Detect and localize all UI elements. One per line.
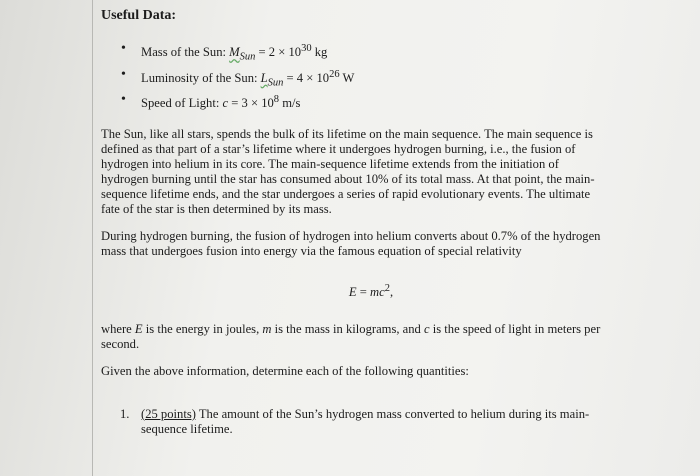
paragraph-instructions: Given the above information, determine each of the following quantities: bbox=[101, 363, 469, 378]
question-number: 1. bbox=[120, 406, 130, 421]
c-symbol: c bbox=[222, 96, 229, 111]
luminosity-symbol: $L_{Sun}$ bbox=[260, 70, 284, 89]
margin-line bbox=[92, 0, 93, 476]
useful-data-heading: Useful Data: bbox=[101, 8, 177, 23]
question-text: The amount of the Sun’s hydrogen mass converted to helium during its main-sequence lifetime. bbox=[141, 406, 590, 436]
data-item-luminosity: • Luminosity of the Sun: $L_{Sun} = 4 \times 10^{26}$ W bbox=[101, 67, 601, 91]
paragraph-variable-definitions: where E is the energy in joules, m is the mass in kilograms, and c is the speed of light in meters per second. bbox=[101, 321, 601, 351]
document-content bbox=[101, 8, 601, 437]
equation-e-mc2: $E = mc^2$, bbox=[348, 282, 394, 299]
data-item-mass: • Mass of the Sun: $M_{Sun} = 2 \times 10^{30}$ kg bbox=[101, 41, 601, 65]
mass-symbol: $M_{Sun}$ bbox=[229, 45, 256, 63]
data-item-speed-of-light: • Speed of Light: $c = 3 \times 10^8$ m/s bbox=[101, 92, 601, 111]
paragraph-hydrogen-burning: During hydrogen burning, the fusion of hydrogen into helium converts about 0.7% of the hydrogen mass that undergoes fusion into energy via the famous equation of special relativity bbox=[101, 228, 601, 258]
useful-data-list bbox=[101, 41, 601, 112]
question-points: (25 points) bbox=[141, 406, 196, 421]
paragraph-main-sequence: The Sun, like all stars, spends the bulk of its lifetime on the main sequence. The main sequence is defined as that part of a star’s lifetime where it undergoes hydrogen burning, i.e., the fusion of hydrogen into helium in its core. The main-sequence lifetime extends from the initiation of hydrogen burning until the star has consumed about 10% of its total mass. At that point, the main-sequence lifetime ends, and the star undergoes a series of rapid evolutionary events. The ultimate fate of the star is then determined by its mass. bbox=[101, 126, 595, 216]
question-1 bbox=[101, 407, 601, 437]
